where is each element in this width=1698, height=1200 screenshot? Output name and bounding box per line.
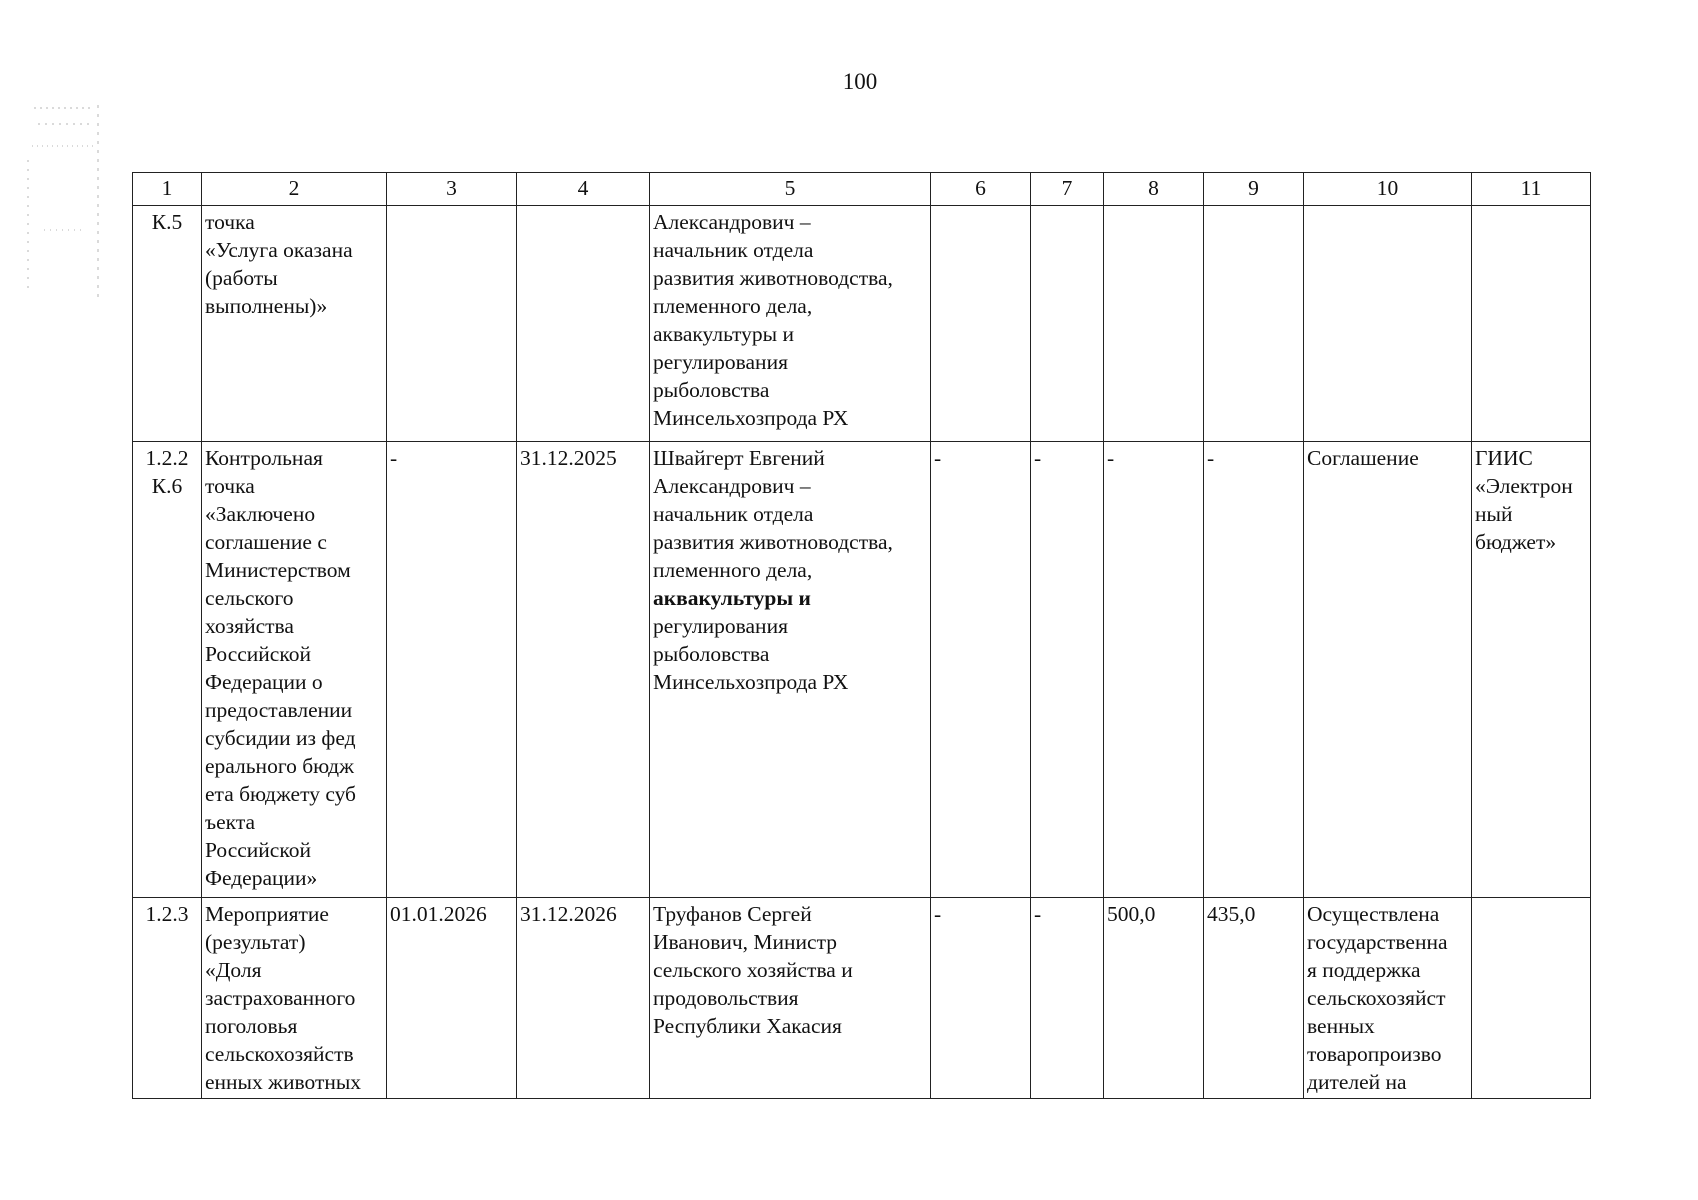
item-name-line: ета бюджету суб [205, 782, 356, 806]
value-cell: 435,0 [1204, 898, 1304, 1099]
item-name-line: (работы [205, 266, 278, 290]
end-date-cell: 31.12.2026 [517, 898, 650, 1099]
item-number: К.6 [151, 474, 183, 498]
system-cell [1472, 442, 1591, 898]
responsible-line: начальник отдела [653, 502, 814, 526]
plan-table [132, 172, 1591, 1099]
responsible-cell [650, 898, 931, 1099]
end-date-cell [517, 206, 650, 442]
column-number: 8 [1104, 173, 1204, 206]
item-name-line: «Заключено [205, 502, 316, 526]
item-name-line: Министерством [205, 558, 351, 582]
end-date-cell: 31.12.2025 [517, 442, 650, 898]
responsible-line: Минсельхозпрода РХ [653, 670, 849, 694]
result-line: товаропроизво [1307, 1042, 1442, 1066]
item-name-line: ъекта [205, 810, 256, 834]
system-line: «Электрон [1475, 474, 1573, 498]
result-line: государственна [1307, 930, 1448, 954]
responsible-line: Минсельхозпрода РХ [653, 406, 849, 430]
value-cell: - [1031, 442, 1104, 898]
column-number: 4 [517, 173, 650, 206]
item-name-line: соглашение с [205, 530, 327, 554]
item-name-line: субсидии из фед [205, 726, 356, 750]
item-name-line: выполнены)» [205, 294, 328, 318]
responsible-line: продовольствия [653, 986, 799, 1010]
item-name-line: «Доля [205, 958, 262, 982]
column-number: 6 [931, 173, 1031, 206]
responsible-line: регулирования [653, 614, 788, 638]
column-number: 11 [1472, 173, 1591, 206]
column-number: 1 [133, 173, 202, 206]
responsible-line: рыболовства [653, 378, 770, 402]
start-date-cell: - [387, 442, 517, 898]
value-cell: - [1031, 898, 1104, 1099]
value-cell: - [1204, 442, 1304, 898]
item-number-cell [133, 206, 202, 442]
result-line: венных [1307, 1014, 1375, 1038]
responsible-line: рыболовства [653, 642, 770, 666]
result-cell [1304, 442, 1472, 898]
scan-margin-marks [24, 100, 104, 320]
table-header-row [133, 173, 1591, 206]
value-cell [1031, 206, 1104, 442]
responsible-line: племенного дела, [653, 294, 813, 318]
item-number: К.5 [151, 210, 183, 234]
column-number: 9 [1204, 173, 1304, 206]
value-cell [1204, 206, 1304, 442]
responsible-line: аквакультуры и [653, 322, 794, 346]
start-date-cell: 01.01.2026 [387, 898, 517, 1099]
responsible-line: сельского хозяйства и [653, 958, 853, 982]
value-cell: - [931, 898, 1031, 1099]
responsible-cell [650, 206, 931, 442]
responsible-line: развития животноводства, [653, 266, 893, 290]
item-name-line: Контрольная [205, 446, 323, 470]
item-name-line: точка [205, 210, 255, 234]
system-line: ный [1475, 502, 1513, 526]
responsible-line: племенного дела, [653, 558, 813, 582]
table-row [133, 206, 1591, 442]
responsible-line: начальник отдела [653, 238, 814, 262]
item-name-line: застрахованного [205, 986, 356, 1010]
value-cell [1104, 206, 1204, 442]
item-name-cell [202, 898, 387, 1099]
result-line: я поддержка [1307, 958, 1421, 982]
result-line: сельскохозяйст [1307, 986, 1446, 1010]
item-number-cell [133, 442, 202, 898]
item-name-line: ерального бюдж [205, 754, 354, 778]
system-cell [1472, 898, 1591, 1099]
item-name-line: енных животных [205, 1070, 362, 1094]
column-number: 5 [650, 173, 931, 206]
table-row [133, 442, 1591, 898]
item-name-line: Российской [205, 838, 311, 862]
system-line: бюджет» [1475, 530, 1557, 554]
responsible-line: Швайгерт Евгений [653, 446, 825, 470]
item-name-line: сельскохозяйств [205, 1042, 354, 1066]
item-name-line: «Услуга оказана [205, 238, 353, 262]
value-cell: - [931, 442, 1031, 898]
system-line: ГИИС [1475, 446, 1533, 470]
item-name-line: хозяйства [205, 614, 294, 638]
item-name-line: сельского [205, 586, 294, 610]
column-number: 3 [387, 173, 517, 206]
result-line: дителей на [1307, 1070, 1407, 1094]
value-cell: - [1104, 442, 1204, 898]
item-name-line: поголовья [205, 1014, 298, 1038]
result-line: Осуществлена [1307, 902, 1440, 926]
result-line: Соглашение [1307, 446, 1419, 470]
column-number: 2 [202, 173, 387, 206]
item-name-line: предоставлении [205, 698, 353, 722]
responsible-line: развития животноводства, [653, 530, 893, 554]
responsible-line: Иванович, Министр [653, 930, 837, 954]
item-name-line: Российской [205, 642, 311, 666]
table-row [133, 898, 1591, 1099]
responsible-line: Александрович – [653, 474, 811, 498]
responsible-line: Александрович – [653, 210, 811, 234]
item-number: 1.2.3 [145, 902, 189, 926]
system-cell [1472, 206, 1591, 442]
item-name-line: Федерации о [205, 670, 323, 694]
start-date-cell [387, 206, 517, 442]
item-name-line: Мероприятие [205, 902, 329, 926]
item-name-cell [202, 442, 387, 898]
responsible-line: Республики Хакасия [653, 1014, 842, 1038]
responsible-line: регулирования [653, 350, 788, 374]
item-name-line: Федерации» [205, 866, 318, 890]
responsible-line: Труфанов Сергей [653, 902, 812, 926]
item-number-cell [133, 898, 202, 1099]
responsible-cell [650, 442, 931, 898]
item-name-line: точка [205, 474, 255, 498]
item-name-cell [202, 206, 387, 442]
item-name-line: (результат) [205, 930, 306, 954]
value-cell: 500,0 [1104, 898, 1204, 1099]
column-number: 7 [1031, 173, 1104, 206]
item-number: 1.2.2 [145, 446, 189, 470]
result-cell [1304, 898, 1472, 1099]
result-cell [1304, 206, 1472, 442]
responsible-line: аквакультуры и [653, 586, 811, 610]
value-cell [931, 206, 1031, 442]
column-number: 10 [1304, 173, 1472, 206]
page-number: 100 [842, 69, 878, 94]
